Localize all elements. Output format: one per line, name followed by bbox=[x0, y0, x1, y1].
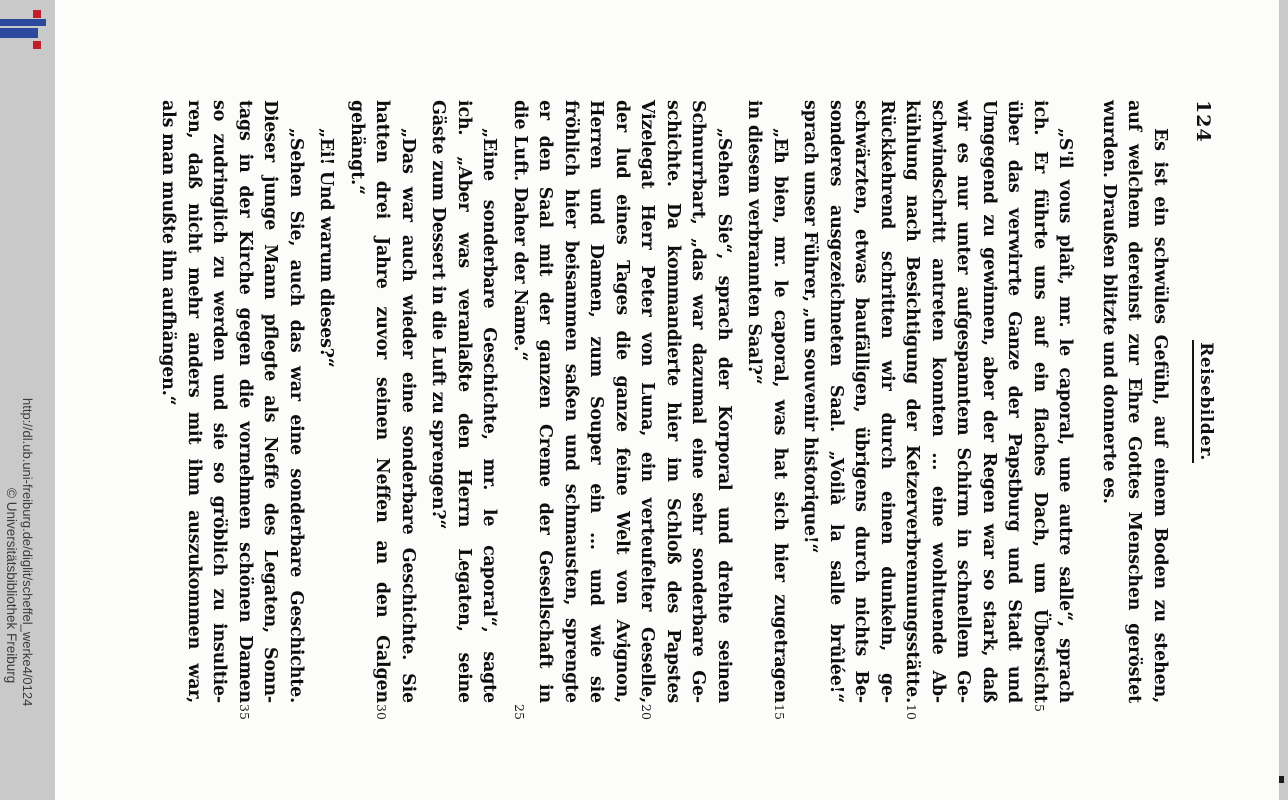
text-line-content: „Sehen Sie, auch das war eine sonderbare Geschichte. bbox=[286, 128, 306, 703]
text-line bbox=[451, 100, 476, 703]
text-line bbox=[767, 100, 792, 703]
text-line-content: schwärzten, etwas baufälligen, übrigens durch nichts Be- bbox=[851, 100, 872, 703]
text-line bbox=[976, 100, 1001, 703]
text-line-content: er den Saal mit der ganzen Creme der Gesellschaft in bbox=[535, 100, 556, 703]
text-line-content: sprach unser Führer, „un souvenir historique!“ bbox=[800, 100, 821, 554]
text-line-content: ich. „Aber was veranlaßte den Herrn Legaten, seine bbox=[454, 100, 474, 703]
text-line-content: Gäste zum Dessert in die Luft zu sprengen?“ bbox=[428, 100, 449, 530]
text-line-content: der lud eines Tages die ganze feine Welt von Avignon, bbox=[612, 100, 632, 703]
line-number-marker: 15 bbox=[772, 704, 787, 720]
text-line bbox=[635, 100, 660, 703]
viewer-url-stamp: http://dl.ub.uni-freiburg.de/diglit/scheffel_werke4/0124 bbox=[20, 398, 35, 707]
line-number-marker: 20 bbox=[639, 704, 655, 720]
text-line-content: wurden. Draußen blitzte und donnerte es. bbox=[1099, 100, 1119, 504]
text-line bbox=[742, 100, 767, 703]
text-line bbox=[849, 100, 874, 703]
text-line-content: Dieser junge Mann pflegte als Neffe des Legaten, Sonn- bbox=[260, 100, 281, 703]
logo-red-square-top bbox=[33, 10, 41, 18]
text-line bbox=[207, 100, 232, 703]
text-line bbox=[686, 100, 711, 703]
text-line bbox=[426, 100, 451, 703]
logo-blue-bar-short bbox=[0, 19, 46, 26]
text-line bbox=[558, 100, 583, 703]
text-line-content: auf welchem dereinst zur Ehre Gottes Menschen geröstet bbox=[1124, 100, 1145, 703]
page-number: 124 bbox=[1192, 100, 1214, 143]
text-line-content: „Eh bien, mr. le caporal, was hat sich hier zugetragen bbox=[770, 128, 790, 703]
text-line bbox=[660, 100, 685, 703]
text-line-content: in diesem verbrannten Saal?“ bbox=[744, 100, 765, 385]
text-line bbox=[1096, 100, 1121, 703]
text-line-content: gehängt.“ bbox=[347, 100, 367, 195]
text-line-content: „Sehen Sie“, sprach der Korporal und drehte seinen bbox=[714, 128, 734, 703]
text-line-content: wir es nur unter aufgespanntem Schirm in schnellem Ge- bbox=[953, 100, 974, 703]
text-line-content: als man mußte ihn aufhängen.“ bbox=[158, 100, 179, 406]
text-line-content: tags in der Kirche gegen die vornehmen schönen Damen bbox=[235, 100, 255, 703]
text-line bbox=[823, 100, 848, 703]
text-line-content: über das verwirrte Ganze der Papstburg und Stadt und bbox=[1004, 100, 1025, 703]
text-line bbox=[344, 100, 369, 703]
text-line bbox=[370, 100, 395, 703]
line-number-marker: 10 bbox=[904, 704, 920, 720]
text-line-content: so zudringlich zu werden und sie so gröblich zu insultie- bbox=[209, 100, 230, 703]
text-line-content: kühlung nach Besichtigung der Ketzerverbrennungsstätte. bbox=[902, 100, 923, 703]
text-line-content: hatten drei Jahre zuvor seinen Neffen an den Galgen bbox=[372, 100, 393, 703]
text-line-content: „Eine sonderbare Geschichte, mr. le caporal“, sagte bbox=[479, 128, 500, 703]
text-line bbox=[156, 100, 181, 703]
text-line bbox=[1122, 100, 1147, 703]
text-line-content: „Ei! Und warum dieses?“ bbox=[316, 128, 337, 368]
text-line bbox=[711, 100, 736, 703]
line-number-marker: 30 bbox=[374, 704, 390, 720]
text-line bbox=[1147, 100, 1172, 703]
text-line bbox=[477, 100, 502, 703]
copyright-stamp: © Universitätsbibliothek Freiburg bbox=[4, 488, 19, 684]
text-line bbox=[395, 100, 420, 703]
text-block bbox=[55, 100, 1288, 720]
line-number-marker: 35 bbox=[237, 704, 252, 720]
text-line bbox=[181, 100, 206, 703]
text-line bbox=[283, 100, 308, 703]
text-line-content: Schnurrbart, „das war dazumal eine sehr sonderbare Ge- bbox=[688, 100, 709, 703]
text-line bbox=[609, 100, 634, 703]
text-line-content: Umgegend zu gewinnen, aber der Regen war so stark, daß bbox=[979, 100, 999, 703]
text-line-content: ich. Er führte uns auf ein flaches Dach, um Übersicht bbox=[1030, 100, 1050, 703]
text-line-content: Es ist ein schwüles Gefühl, auf einem Boden zu stehen, bbox=[1150, 128, 1170, 703]
line-number-marker: 25 bbox=[512, 704, 527, 720]
text-line bbox=[1002, 100, 1027, 703]
text-line-content: Rückkehrend schritten wir durch einen dunkeln, ge- bbox=[877, 100, 897, 703]
text-line bbox=[798, 100, 823, 703]
text-line-content: schichte. Da kommandierte hier im Schloß des Papstes bbox=[663, 100, 683, 703]
text-line-content: „S'il vous plaît, mr. le caporal, une autre salle“, sprach bbox=[1055, 128, 1076, 703]
text-line-content: schwindschritt antreten konnten ... eine wohltuende Ab- bbox=[928, 100, 948, 703]
text-line-content: sonderes ausgezeichneten Saal. „Voilà la salle brûlée!“ bbox=[826, 100, 846, 703]
text-line bbox=[584, 100, 609, 703]
running-head-label: Reisebilder. bbox=[1192, 340, 1216, 463]
text-line bbox=[900, 100, 925, 703]
text-line bbox=[507, 100, 532, 703]
text-line-content: ren, daß nicht mehr anders mit ihm auszukommen war, bbox=[184, 100, 204, 703]
text-line-content: Herren und Damen, zum Souper ein ... und wie sie bbox=[586, 100, 607, 703]
text-line bbox=[951, 100, 976, 703]
text-line bbox=[258, 100, 283, 703]
logo-blue-bar-long bbox=[0, 28, 38, 38]
text-line bbox=[232, 100, 257, 703]
line-number-marker: 5 bbox=[1032, 704, 1047, 712]
text-line bbox=[1027, 100, 1052, 703]
text-line bbox=[925, 100, 950, 703]
text-line-content: Vizelegat Herr Peter von Luna, ein verteufelter Geselle, bbox=[637, 100, 658, 703]
text-line bbox=[874, 100, 899, 703]
text-line bbox=[1053, 100, 1078, 703]
text-line bbox=[533, 100, 558, 703]
scan-artifact-speck bbox=[1279, 776, 1284, 783]
text-line bbox=[314, 100, 339, 703]
text-line-content: die Luft. Daher der Name.“ bbox=[510, 100, 530, 362]
text-line-content: „Das war auch wieder eine sonderbare Geschichte. Sie bbox=[398, 128, 418, 703]
text-line-content: fröhlich hier beisammen saßen und schmausten, sprengte bbox=[561, 100, 581, 703]
logo-red-square-bottom bbox=[33, 41, 41, 49]
